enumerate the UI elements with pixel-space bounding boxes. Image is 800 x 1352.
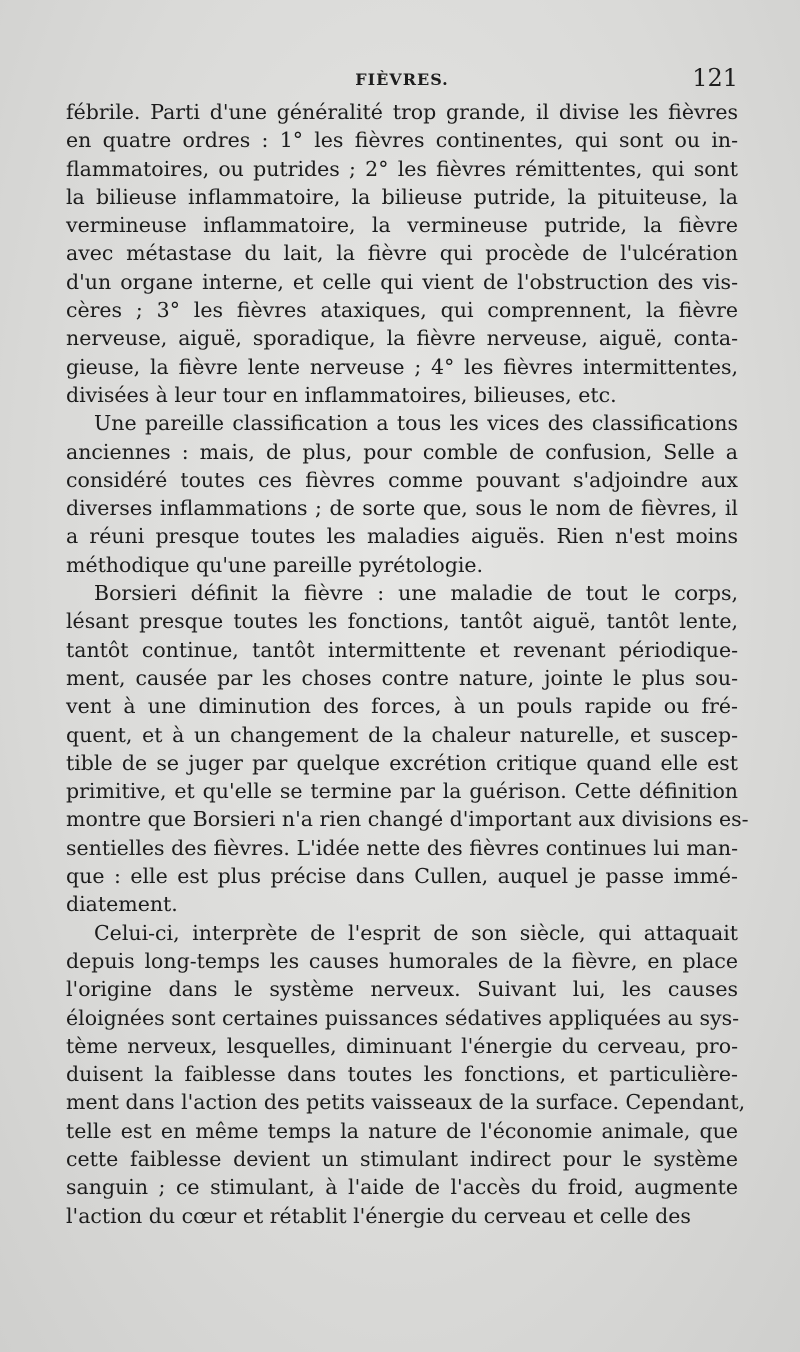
text-line: en quatre ordres : 1° les fièvres continentes, qui sont ou in- <box>66 128 738 153</box>
text-line: telle est en même temps la nature de l'économie animale, que <box>66 1118 738 1143</box>
running-title: FIÈVRES. <box>355 70 449 89</box>
text-line: cères ; 3° les fièvres ataxiques, qui comprennent, la fièvre <box>66 298 738 323</box>
text-line: montre que Borsieri n'a rien changé d'important aux divisions es- <box>66 807 749 832</box>
text-line: tantôt continue, tantôt intermittente et revenant périodique- <box>66 637 738 662</box>
text-line: ment dans l'action des petits vaisseaux de la surface. Cependant, <box>66 1090 746 1115</box>
text-line: divisées à leur tour en inflammatoires, bilieuses, etc. <box>66 382 617 407</box>
text-line: nerveuse, aiguë, sporadique, la fièvre nerveuse, aiguë, conta- <box>66 326 738 351</box>
text-line: quent, et à un changement de la chaleur naturelle, et suscep- <box>66 722 738 747</box>
text-line: Borsieri définit la fièvre : une maladie de tout le corps, <box>94 581 738 606</box>
text-line: cette faiblesse devient un stimulant indirect pour le système <box>66 1146 738 1171</box>
text-line: l'action du cœur et rétablit l'énergie du cerveau et celle des <box>66 1203 691 1228</box>
text-line: tème nerveux, lesquelles, diminuant l'énergie du cerveau, pro- <box>66 1033 738 1058</box>
text-line: avec métastase du lait, la fièvre qui procède de l'ulcération <box>66 241 738 266</box>
text-line: que : elle est plus précise dans Cullen, auquel je passe immé- <box>66 864 738 889</box>
paragraph-fever-orders <box>66 98 738 409</box>
text-line: l'origine dans le système nerveux. Suivant lui, les causes <box>66 977 738 1002</box>
text-line: lésant presque toutes les fonctions, tantôt aiguë, tantôt lente, <box>66 609 738 634</box>
text-line: considéré toutes ces fièvres comme pouvant s'adjoindre aux <box>66 467 738 492</box>
text-line: ment, causée par les choses contre nature, jointe le plus sou- <box>66 665 738 690</box>
paragraph-selle-classification <box>66 409 738 579</box>
page-number: 121 <box>692 64 738 92</box>
body-text <box>66 98 749 1230</box>
text-line: tible de se juger par quelque excrétion critique quand elle est <box>66 750 738 775</box>
text-line: sanguin ; ce stimulant, à l'aide de l'accès du froid, augmente <box>66 1175 738 1200</box>
text-line: sentielles des fièvres. L'idée nette des fièvres continues lui man- <box>66 835 738 860</box>
text-line: d'un organe interne, et celle qui vient de l'obstruction des vis- <box>66 269 738 294</box>
text-line: fébrile. Parti d'une généralité trop grande, il divise les fièvres <box>66 100 738 124</box>
text-line: diatement. <box>66 892 178 917</box>
text-line: gieuse, la fièvre lente nerveuse ; 4° les fièvres intermittentes, <box>66 354 738 379</box>
text-line: flammatoires, ou putrides ; 2° les fièvres rémittentes, qui sont <box>66 156 738 181</box>
paragraph-cullen-theory <box>66 919 746 1230</box>
text-line: duisent la faiblesse dans toutes les fonctions, et particulière- <box>66 1062 738 1087</box>
text-line: vent à une diminution des forces, à un pouls rapide ou fré- <box>66 694 738 719</box>
text-line: Une pareille classification a tous les vices des classifications <box>94 411 738 436</box>
text-line: a réuni presque toutes les maladies aiguës. Rien n'est moins <box>66 524 738 549</box>
text-line: éloignées sont certaines puissances sédatives appliquées au sys- <box>66 1005 740 1030</box>
text-line: primitive, et qu'elle se termine par la guérison. Cette définition <box>66 779 738 804</box>
text-line: méthodique qu'une pareille pyrétologie. <box>66 552 484 577</box>
page-header <box>66 62 738 98</box>
text-line: vermineuse inflammatoire, la vermineuse putride, la fièvre <box>66 213 738 238</box>
text-line: Celui-ci, interprète de l'esprit de son siècle, qui attaquait <box>94 920 738 945</box>
text-line: depuis long-temps les causes humorales de la fièvre, en place <box>66 948 738 973</box>
text-line: diverses inflammations ; de sorte que, sous le nom de fièvres, il <box>66 496 738 521</box>
paragraph-borsieri-definition <box>66 579 749 919</box>
text-line: la bilieuse inflammatoire, la bilieuse putride, la pituiteuse, la <box>66 184 738 209</box>
text-line: anciennes : mais, de plus, pour comble de confusion, Selle a <box>66 439 738 464</box>
